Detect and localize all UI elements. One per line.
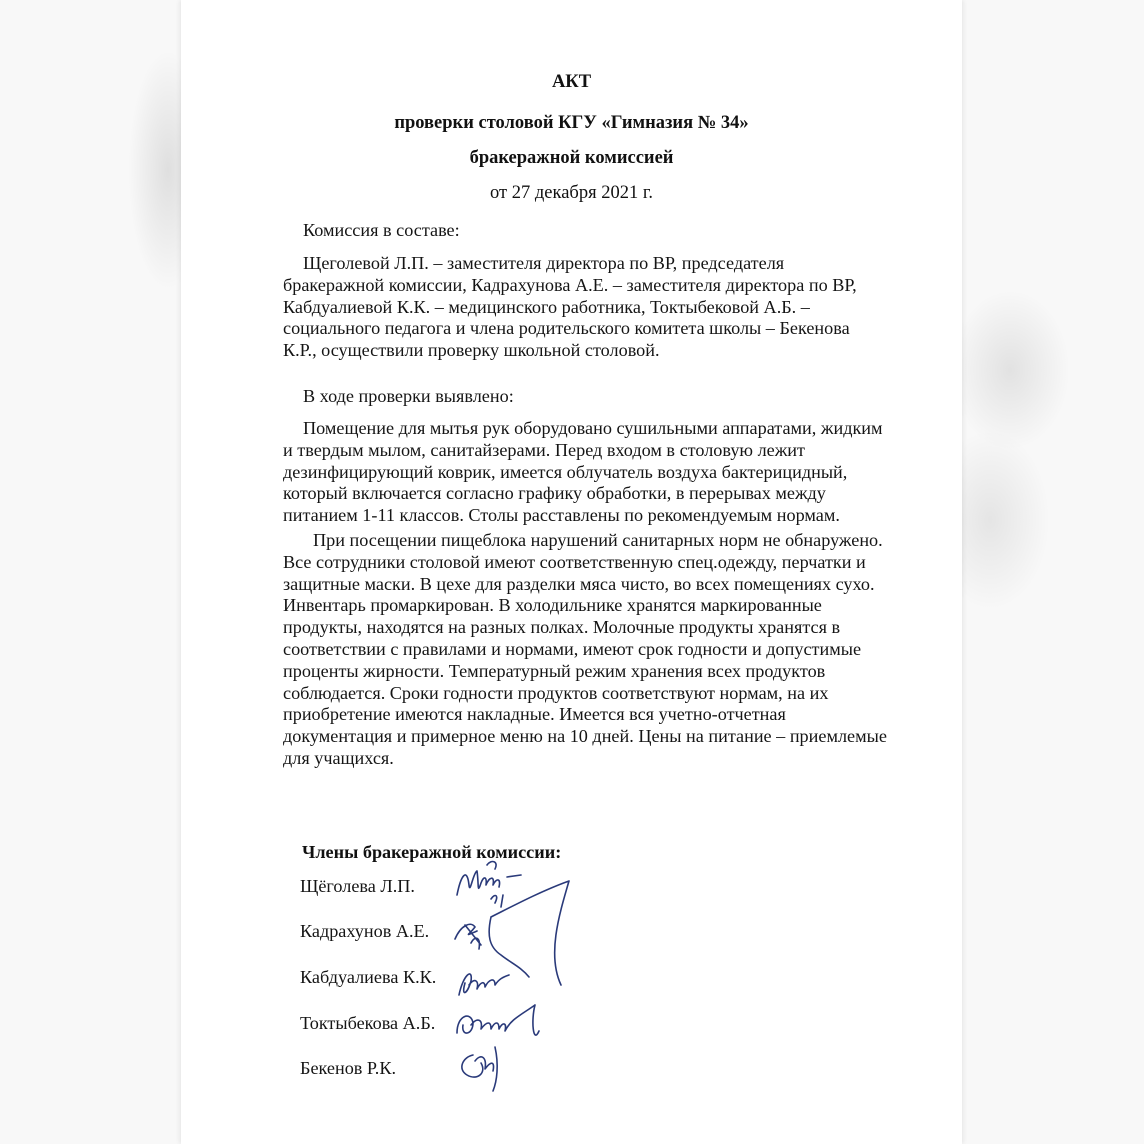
signatures [451,855,611,1095]
text-line: питанием 1-11 классов. Столы расставлены по рекомендуемым нормам. [283,505,840,526]
text-line: защитные маски. В цехе для разделки мяса чисто, во всех помещениях сухо. [283,573,875,594]
commission-label: Комиссия в составе: [303,220,460,240]
text-line: дезинфицирующий коврик, имеется облучатель воздуха бактерицидный, [283,461,848,482]
findings-paragraph-1 [283,418,943,527]
text-line: соблюдается. Сроки годности продуктов соответствуют нормам, на их [283,682,829,703]
text-line: соответствии с правилами и нормами, имеют срок годности и допустимые [283,638,862,659]
signature-5 [462,1047,497,1091]
document-subtitle-1: проверки столовой КГУ «Гимназия № 34» [394,113,749,133]
text-line: для учащихся. [283,747,394,768]
signature-4 [457,1005,539,1035]
text-line: и твердым мылом, санитайзерами. Перед входом в столовую лежит [283,439,805,460]
text-line: продукты, находятся на разных полках. Молочные продукты хранятся в [283,617,841,638]
findings-paragraph-2 [283,530,943,770]
findings-label: В ходе проверки выявлено: [303,386,514,406]
signature-2 [455,881,569,985]
text-line: Помещение для мытья рук оборудовано сушильными аппаратами, жидким [303,418,883,438]
text-line: Щеголевой Л.П. – заместителя директора по ВР, председателя [303,253,785,273]
signature-3 [459,974,509,995]
text-line: документация и примерное меню на 10 дней. Цены на питание – приемлемые [283,726,887,747]
text-line: К.Р., осуществили проверку школьной столовой. [283,340,660,361]
member-name: Кадрахунов А.Е. [300,921,430,941]
document-subtitle-2: бракеражной комиссией [469,148,674,168]
member-name: Кабдуалиева К.К. [300,967,437,987]
members-title: Члены бракеражной комиссии: [302,842,562,862]
signature-1 [457,862,521,907]
commission-paragraph [283,253,943,362]
document-date: от 27 декабря 2021 г. [490,183,653,203]
text-line: Инвентарь промаркирован. В холодильнике хранятся маркированные [283,595,822,616]
text-line: При посещении пищеблока нарушений санитарных норм не обнаружено. [313,530,883,550]
document-page [181,0,962,1144]
text-line: Кабдуалиевой К.К. – медицинского работника, Токтыбековой А.Б. – [283,296,810,317]
text-line: социального педагога и члена родительского комитета школы – Бекенова [283,318,850,339]
member-name: Токтыбекова А.Б. [300,1013,436,1033]
text-line: бракеражной комиссии, Кадрахунова А.Е. – заместителя директора по ВР, [283,274,857,295]
text-line: проценты жирности. Температурный режим хранения всех продуктов [283,660,826,681]
text-line: приобретение имеются накладные. Имеется вся учетно-отчетная [283,704,786,725]
member-name: Бекенов Р.К. [300,1058,396,1078]
member-name: Щёголева Л.П. [300,876,415,896]
document-title: АКТ [551,72,592,92]
text-line: Все сотрудники столовой имеют соответственную спец.одежду, перчатки и [283,551,866,572]
text-line: который включается согласно графику обработки, в перерывах между [283,483,826,504]
